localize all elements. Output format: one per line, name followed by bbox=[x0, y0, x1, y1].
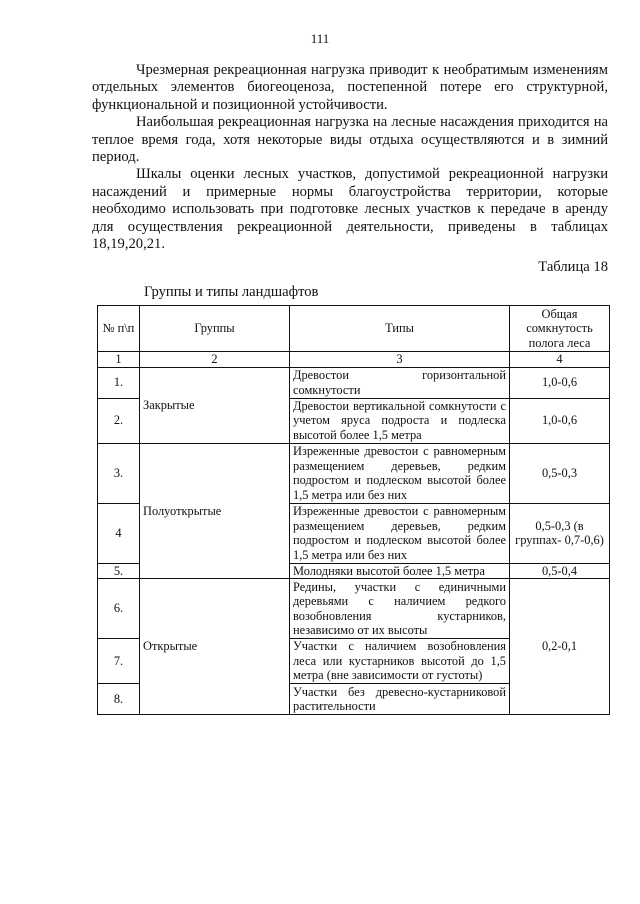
paragraph-3: Шкалы оценки лесных участков, допустимой рекреационной нагрузки насаждений и примерные нормы благоустройства территории, которые необходимо использовать при подготовке лесных участков к передаче в аренду для осуществления рекреационной деятельности, приведены в таблицах 18,19,20,21. bbox=[92, 166, 608, 253]
row-number: 4 bbox=[98, 503, 140, 563]
header-canopy-density: Общая сомкнутость полога леса bbox=[510, 306, 610, 352]
landscape-table bbox=[97, 305, 610, 715]
header-types: Типы bbox=[290, 306, 510, 352]
table-row bbox=[98, 367, 610, 398]
row-number: 6. bbox=[98, 579, 140, 639]
row-number: 1. bbox=[98, 367, 140, 398]
column-number: 3 bbox=[290, 352, 510, 368]
row-type: Редины, участки с единичными деревьями с наличием редкого возобновления кустарников, независимо от их высоты bbox=[290, 579, 510, 639]
row-number: 2. bbox=[98, 398, 140, 443]
open-density: 0,2-0,1 bbox=[510, 579, 610, 715]
row-type: Изреженные древостои с равномерным размещением деревьев, редким подростом и подлеском высотой более 1,5 метра или без них bbox=[290, 503, 510, 563]
table-row bbox=[98, 579, 610, 639]
table-header-row bbox=[98, 306, 610, 352]
row-type: Древостои вертикальной сомкнутости с учетом яруса подроста и подлеска высотой более 1,5 метра bbox=[290, 398, 510, 443]
table-row bbox=[98, 443, 610, 503]
row-number: 8. bbox=[98, 684, 140, 715]
row-number: 7. bbox=[98, 639, 140, 684]
table-label: Таблица 18 bbox=[538, 259, 608, 275]
column-number: 2 bbox=[140, 352, 290, 368]
column-number-row bbox=[98, 352, 610, 368]
group-closed: Закрытые bbox=[140, 367, 290, 443]
column-number: 4 bbox=[510, 352, 610, 368]
row-density: 0,5-0,3 (в группах- 0,7-0,6) bbox=[510, 503, 610, 563]
header-groups: Группы bbox=[140, 306, 290, 352]
group-open: Открытые bbox=[140, 579, 290, 715]
column-number: 1 bbox=[98, 352, 140, 368]
row-number: 5. bbox=[98, 563, 140, 579]
row-density: 1,0-0,6 bbox=[510, 398, 610, 443]
page-number: 111 bbox=[310, 31, 330, 46]
row-type: Участки без древесно-кустарниковой растительности bbox=[290, 684, 510, 715]
row-density: 1,0-0,6 bbox=[510, 367, 610, 398]
paragraph-2: Наибольшая рекреационная нагрузка на лесные насаждения приходится на теплое время года, хотя некоторые виды отдыха осуществляются и в зимний период. bbox=[92, 114, 608, 166]
row-type: Древостои горизонтальной сомкнутости bbox=[290, 367, 510, 398]
group-semi-open: Полуоткрытые bbox=[140, 443, 290, 579]
row-density: 0,5-0,3 bbox=[510, 443, 610, 503]
row-type: Изреженные древостои с равномерным размещением деревьев, редким подростом и подлеском высотой более 1,5 метра или без них bbox=[290, 443, 510, 503]
row-number: 3. bbox=[98, 443, 140, 503]
row-type: Участки с наличием возобновления леса или кустарников высотой до 1,5 метра (вне зависимости от густоты) bbox=[290, 639, 510, 684]
row-density: 0,5-0,4 bbox=[510, 563, 610, 579]
table-title: Группы и типы ландшафтов bbox=[144, 284, 319, 300]
header-number: № п\п bbox=[98, 306, 140, 352]
paragraph-1: Чрезмерная рекреационная нагрузка приводит к необратимым изменениям отдельных элементов биогеоценоза, постепенной потере его структурной, функциональной и позиционной устойчивости. bbox=[92, 62, 608, 113]
row-type: Молодняки высотой более 1,5 метра bbox=[290, 563, 510, 579]
body-text bbox=[92, 62, 608, 253]
